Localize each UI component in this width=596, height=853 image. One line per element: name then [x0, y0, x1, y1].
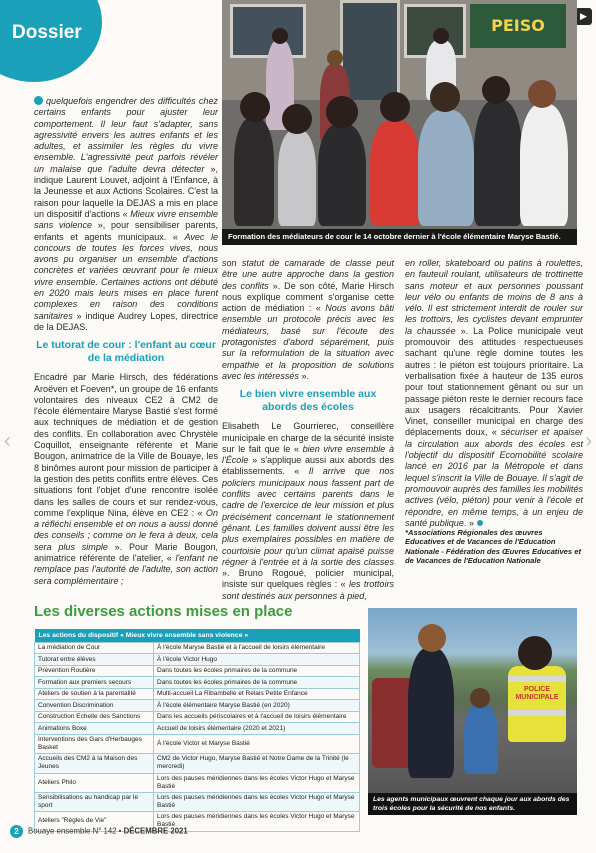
- next-arrow-icon[interactable]: ›: [585, 430, 592, 452]
- vest-band: [508, 710, 566, 716]
- text-run: Il arrive que nos policiers municipaux nous fassent part de conflits avec certains parents dans le cadre de l'exercice de leur mission et plus précisément concernant le stationnement gênant. Les familles doivent aussi être les plus exemplaires possibles en matière de courtoisie pour qu'un climat apaisé puisse régner à l'entrée et à la sortie des classes: [222, 466, 394, 567]
- mediators-photo: [222, 0, 577, 245]
- action-place: Lors des pauses méridiennes dans les écoles Victor Hugo et Maryse Bastié: [154, 773, 360, 792]
- text-run: l'enfant ne remplace pas l'autorité de l'adulte, son action sera complémentaire ;: [34, 552, 218, 586]
- text-run: bien vivre ensemble à l'École: [222, 443, 394, 466]
- action-place: À l'école élémentaire Maryse Bastié (en 2020): [154, 700, 360, 711]
- action-place: À l'école Victor Hugo: [154, 654, 360, 665]
- text-run: Mieux vivre ensemble sans violence: [34, 208, 218, 231]
- text-run: ». La Police municipale veut promouvoir des attitudes respectueuses sachant qu'une règle domine toutes les autres : le piéton est toujours prioritaire. La verbalisation fixée à hauteur de 135 euros pour tout stationnement gênant ou sur un passage piéton reste le dernier recours face aux usagers récalcitrants. Pour Xavier Vinet, conseiller municipal en charge des déplacements doux, «: [405, 325, 583, 438]
- text-run: » indique Audrey Lopes, directrice de la DEJAS.: [34, 310, 218, 332]
- action-name: Formation aux premiers secours: [35, 677, 154, 688]
- text-run: ».: [298, 370, 309, 381]
- page-footer: [10, 825, 188, 838]
- action-place: Accueil de loisirs élémentaire (2020 et 2021): [154, 723, 360, 734]
- action-name: Tutorat entre élèves: [35, 654, 154, 665]
- text-run: Avec le concours de toutes les forces vives, nous avons pu organiser un ensemble d'actions concrètes et variées œuvrant pour le mieux vivre ensemble. Certaines actions ont débuté en 2020 mais leurs mises en place furent complexes en raison des conditions sanitaires: [34, 231, 218, 321]
- child-figure: [520, 104, 568, 226]
- quote-marker-icon: [34, 96, 43, 105]
- text-run: , indique Laurent Louvet, adjoint à l'Enfance, à la Jeunesse et aux Actions Scolaires. C'est la raison pour laquelle la DEJAS a mis en place un dispositif d'actions «: [34, 163, 219, 219]
- child-head: [380, 92, 410, 122]
- child-head: [528, 80, 556, 108]
- photo1-caption: Formation des médiateurs de cour le 14 octobre dernier à l'école élémentaire Maryse Bastié.: [222, 229, 577, 245]
- table-row: [35, 723, 360, 734]
- table-row: [35, 700, 360, 711]
- action-place: À l'école Maryse Bastié et à l'accueil de loisirs élémentaire: [154, 643, 360, 654]
- article-column-1: quelquefois engendrer des difficultés chez certains enfants pour ajuster leur comportement. Il leur faut s'adapter, sans agressivité envers les autres enfants et les adultes, et assimiler les règles du vivre ensemble. L'agressivité peut parfois révéler un malaise que l'adulte devra détecter », indique Laurent Louvet, adjoint à l'Enfance, à la Jeunesse et aux Actions Scolaires. C'est la raison pour laquelle la DEJAS a mis en place un dispositif d'actions « Mieux vivre ensemble sans violence », pour sensibiliser parents, enfants et agents municipaux. « Avec le concours de toutes les forces vives, nous avons pu organiser un ensemble d'actions concrètes et variées œuvrant pour le mieux vivre ensemble. Certaines actions ont débuté en 2020 mais leurs mises en place furent complexes en raison des conditions sanitaires » indique Audrey Lopes, directrice de la DEJAS. Le tutorat de cour : l'enfant au cœur de la médiation Encadré par Marie Hirsch, des fédérations Aroëven et Foeven*, un groupe de 16 enfants volontaires des niveaux CE2 à CM2 de l'école élémentaire Maryse Bastié s'est formé aux techniques de médiation et de gestion des conflits. En collaboration avec Chrystèle Coquillot, enseignante référente et Marie Bougon, animatrice de la Ville de Bouaye, les 8 binômes auront pour mission de participer à la gestion des petits conflits entre élèves. Ces situations font l'objet d'une rencontre isolée dans les salles de cours et sur rendez-vous, comme l'explique Nina, élève en CE2 : « On a réfléchi ensemble et on nous a aussi donné des conseils ; comme on le fera à deux, cela sera plus simple ». Pour Marie Bougon, animatrice référente de l'atelier, « l'enfant ne remplace pas l'autorité de l'adulte, son action sera complémentaire ;: [34, 96, 219, 586]
- action-place: Dans les accueils périscolaires et à l'accueil de loisirs élémentaire: [154, 711, 360, 722]
- text-run: On a réfléchi ensemble et on nous a aussi donné des conseils ; comme on le fera à deux, cela sera plus simple: [34, 507, 218, 552]
- action-name: La médiation de Cour: [35, 643, 154, 654]
- action-name: Interventions des Gars d'Herbauges Basket: [35, 734, 154, 753]
- text-run: ». De son côté, Marie Hirsch nous explique comment s'organise cette action de médiation : «: [222, 280, 394, 314]
- child-figure: [474, 100, 522, 226]
- table-body: [35, 643, 360, 832]
- table-row: [35, 643, 360, 654]
- action-name: Accueils des CM2 à la Maison des Jeunes: [35, 754, 154, 773]
- person-head: [272, 28, 288, 44]
- action-name: Animations Boxe: [35, 723, 154, 734]
- text-run: sécuriser et apaiser la circulation aux abords des écoles est l'objectif du dispositif Ecomobilité scolaire lancé en 2016 par la Métropole et dans lequel s'inscrit la Ville de Bouaye. Il s'agit de promouvoir auprès des familles les mobilités actives (vélo, piéton) pour venir à l'école et répondre, en même temps, à un enjeu de santé publique: [405, 427, 583, 528]
- text-run: », pour sensibiliser parents, enfants et agents municipaux. «: [34, 220, 218, 242]
- child-head: [482, 76, 510, 104]
- table-header: Les actions du dispositif « Mieux vivre ensemble sans violence »: [35, 629, 360, 643]
- action-place: Dans toutes les écoles primaires de la commune: [154, 665, 360, 676]
- subheading-tutorat: Le tutorat de cour : l'enfant au cœur de la médiation: [36, 339, 216, 364]
- photo2-caption: Les agents municipaux œuvrent chaque jour aux abords des trois écoles pour la sécurité de nos enfants.: [368, 793, 577, 815]
- prev-arrow-icon[interactable]: ‹: [4, 430, 11, 452]
- person-head: [433, 28, 449, 44]
- child-figure: [234, 118, 274, 226]
- agent-figure: [408, 648, 454, 778]
- text-run: en roller, skateboard ou patins à roulettes, en fauteuil roulant, utilisateurs de trottinette sans moteur et aux personnes poussant leur vélo ou enfants de moins de 8 ans à vélo. Il est strictement interdit de rouler sur les trottoirs, les cyclistes devant emprunter la chaussée: [405, 258, 583, 336]
- table-row: [35, 688, 360, 699]
- action-place: Lors des pauses méridiennes dans les écoles Victor Hugo et Maryse Bastié: [154, 792, 360, 811]
- table-row: [35, 711, 360, 722]
- building-window: [230, 4, 306, 58]
- agent-head: [418, 624, 446, 652]
- vest-band: [508, 676, 566, 682]
- wall-sign: PEISO: [470, 4, 566, 48]
- action-name: Ateliers de soutien à la parentalité: [35, 688, 154, 699]
- action-place: Lors des pauses méridiennes dans les écoles Victor Hugo et Maryse Bastié: [154, 812, 360, 831]
- action-name: Ateliers Philo: [35, 773, 154, 792]
- section-badge: [0, 0, 102, 82]
- action-name: Construction Echelle des Sanctions: [35, 711, 154, 722]
- footer-date: DÉCEMBRE 2021: [123, 826, 188, 836]
- child-head: [470, 688, 490, 708]
- police-photo: [368, 608, 577, 815]
- child-figure: [464, 704, 498, 774]
- next-page-icon[interactable]: ▶: [575, 8, 592, 25]
- article-column-3: [405, 258, 583, 529]
- child-figure: [318, 124, 366, 226]
- table-row: [35, 773, 360, 792]
- page-number: 2: [10, 825, 23, 838]
- actions-table: [34, 629, 360, 832]
- child-figure: [278, 130, 316, 226]
- person-head: [327, 50, 343, 66]
- child-figure: [418, 110, 474, 226]
- footnote: *Associations Régionales des œuvres Educatives et de Vacances de l'Education Nationale - Fédération des Œuvres Educatives et de Vacances de l'Education Nationale: [405, 528, 581, 566]
- action-place: Multi-accueil La Ribambelle et Relais Petite Enfance: [154, 688, 360, 699]
- table-row: [35, 654, 360, 665]
- police-vest: [508, 666, 566, 742]
- text-run: ». Bruno Rogoué, policier municipal, insiste sur quelques règles : «: [222, 568, 394, 590]
- table-row: [35, 734, 360, 753]
- action-name: Convention Discrimination: [35, 700, 154, 711]
- vest-label: POLICE MUNICIPALE: [515, 686, 559, 701]
- action-place: CM2 de Victor Hugo, Maryse Bastié et Notre Dame de la Trinité (le mercredi): [154, 754, 360, 773]
- footer-publication: Bouaye ensemble N° 142 •: [28, 826, 124, 836]
- child-head: [430, 82, 460, 112]
- action-place: À l'école Victor et Maryse Bastié: [154, 734, 360, 753]
- text-run: » s'applique aussi aux abords des établissements. «: [222, 455, 394, 477]
- article-column-2: [222, 258, 394, 602]
- child-figure: [370, 120, 420, 226]
- text-run: son statut de camarade de classe peut être une autre approche dans la gestion des conflits: [222, 258, 394, 291]
- child-head: [240, 92, 270, 122]
- text-run: Nous avons bâti ensemble un protocole précis avec les médiateurs, basé sur l'écoute des protagonistes d'abord séparément, puis sur la reformulation de la situation avec empathie et la proposition de solutions avec les intéressés: [222, 303, 395, 381]
- section-badge-label: Dossier: [12, 22, 82, 43]
- table-row: [35, 665, 360, 676]
- text-run: ». Pour Marie Bougon, animatrice référente de l'atelier, «: [34, 541, 218, 563]
- text-run: les trottoirs sont destinés aux personnes à pied,: [222, 579, 395, 601]
- end-marker-icon: [477, 520, 483, 526]
- child-head: [326, 96, 358, 128]
- text-run: Elisabeth Le Gourrierec, conseillère municipale en charge de la sécurité insiste sur le fait que le «: [222, 421, 394, 454]
- agent-head: [518, 636, 552, 670]
- table-row: [35, 792, 360, 811]
- action-name: Ateliers "Règles de Vie": [35, 812, 154, 831]
- table-row: [35, 677, 360, 688]
- section-title: Les diverses actions mises en place: [34, 603, 293, 620]
- text-run: Encadré par Marie Hirsch, des fédérations Aroëven et Foeven*, un groupe de 16 enfants volontaires des niveaux CE2 à CM2 de l'école élémentaire Maryse Bastié s'est formé aux techniques de médiation et de gestion des conflits. En collaboration avec Chrystèle Coquillot, enseignante référente et Marie Bougon, animatrice de la Ville de Bouaye, les 8 binômes auront pour mission de participer à la gestion des petits conflits entre élèves. Ces situations font l'objet d'une rencontre isolée dans les salles de cours et sur rendez-vous, comme l'explique Nina, élève en CE2 : «: [34, 372, 218, 518]
- text-run: quelquefois engendrer des difficultés chez certains enfants pour ajuster leur comportement. Il leur faut s'adapter, sans agressivité envers les autres enfants et les adultes, et assimiler les règles du vivre ensemble. L'agressivité peut parfois révéler un malaise que l'adulte devra détecter: [34, 96, 218, 174]
- action-place: Dans toutes les écoles primaires de la commune: [154, 677, 360, 688]
- action-name: Prévention Routière: [35, 665, 154, 676]
- text-run: . »: [463, 517, 474, 528]
- subheading-bien-vivre: Le bien vivre ensemble aux abords des écoles: [239, 388, 377, 413]
- action-name: Sensibilisations au handicap par le sport: [35, 792, 154, 811]
- table-row: [35, 754, 360, 773]
- child-head: [282, 104, 312, 134]
